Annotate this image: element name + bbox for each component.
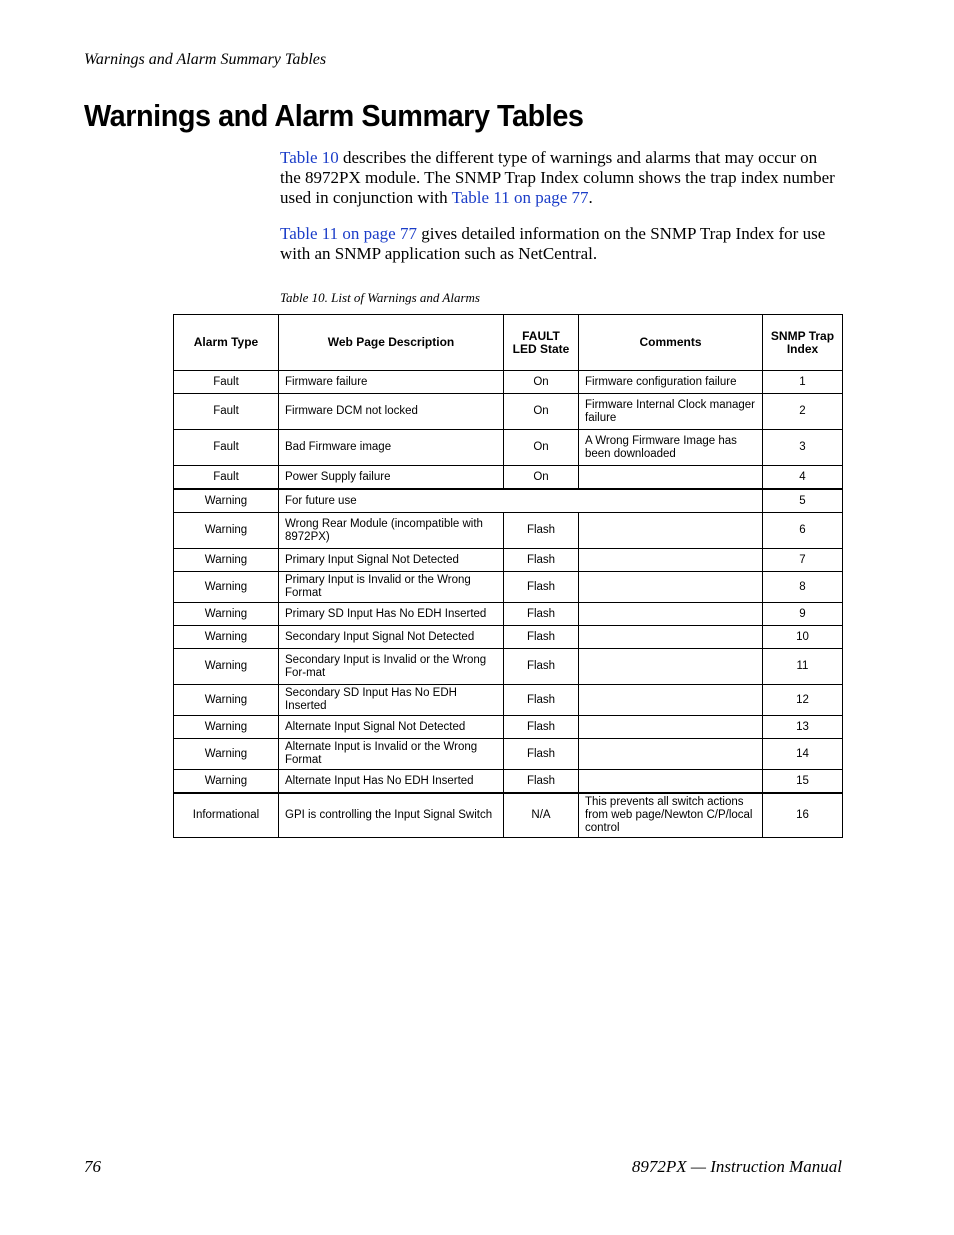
cell-description: Alternate Input is Invalid or the Wrong Format [279,739,504,770]
alarms-table [173,314,843,838]
table-row [174,739,843,770]
header-fault-led-state: FAULT LED State [504,315,579,371]
cell-comment [579,626,763,649]
cell-led-state: On [504,466,579,490]
table-row [174,603,843,626]
cell-led-state: Flash [504,685,579,716]
cell-alarm-type: Warning [174,685,279,716]
cell-description: GPI is controlling the Input Signal Switch [279,793,504,838]
cell-trap-index: 1 [763,371,843,394]
table-row [174,793,843,838]
cell-led-state: Flash [504,716,579,739]
cell-alarm-type: Warning [174,770,279,794]
cell-comment [579,685,763,716]
cell-description: Primary SD Input Has No EDH Inserted [279,603,504,626]
cell-led-state: On [504,394,579,430]
cell-alarm-type: Informational [174,793,279,838]
cell-led-state: Flash [504,572,579,603]
cell-comment: This prevents all switch actions from web page/Newton C/P/local control [579,793,763,838]
cell-comment [579,603,763,626]
cell-description: Secondary Input Signal Not Detected [279,626,504,649]
cell-comment [579,513,763,549]
table-row [174,394,843,430]
cell-trap-index: 7 [763,549,843,572]
cell-trap-index: 13 [763,716,843,739]
cell-trap-index: 14 [763,739,843,770]
cell-comment [579,770,763,794]
table-row [174,572,843,603]
table-row [174,466,843,490]
cell-alarm-type: Fault [174,430,279,466]
cell-led-state: Flash [504,513,579,549]
cell-trap-index: 8 [763,572,843,603]
intro-paragraph-1-end: . [588,188,593,207]
intro-paragraph-1-text: describes the different type of warnings and alarms that may occur on the 8972PX module. The SNMP Trap Index column shows the trap index number used in conjunction with [280,148,835,207]
cell-led-state: Flash [504,549,579,572]
table-row [174,770,843,794]
header-snmp-trap-index: SNMP Trap Index [763,315,843,371]
link-table-11[interactable]: Table 11 on page 77 [451,188,589,207]
table-row [174,649,843,685]
cell-alarm-type: Warning [174,649,279,685]
cell-description: Firmware DCM not locked [279,394,504,430]
cell-led-state: Flash [504,649,579,685]
intro-paragraph-1 [280,148,842,208]
link-table-10[interactable]: Table 10 [280,148,339,167]
cell-alarm-type: Fault [174,371,279,394]
cell-comment [579,716,763,739]
intro-paragraph-2 [280,224,842,264]
cell-description: Primary Input Signal Not Detected [279,549,504,572]
header-alarm-type: Alarm Type [174,315,279,371]
cell-comment [579,549,763,572]
cell-comment: Firmware Internal Clock manager failure [579,394,763,430]
table-row [174,716,843,739]
cell-trap-index: 2 [763,394,843,430]
page-number: 76 [84,1157,101,1176]
cell-trap-index: 3 [763,430,843,466]
cell-led-state: Flash [504,770,579,794]
table-row [174,549,843,572]
cell-alarm-type: Warning [174,603,279,626]
cell-led-state: N/A [504,793,579,838]
cell-description: Bad Firmware image [279,430,504,466]
table-caption: Table 10. List of Warnings and Alarms [280,290,480,305]
cell-description: Secondary SD Input Has No EDH Inserted [279,685,504,716]
cell-alarm-type: Warning [174,739,279,770]
table-row [174,685,843,716]
cell-description: For future use [279,489,763,513]
cell-trap-index: 5 [763,489,843,513]
cell-trap-index: 12 [763,685,843,716]
table-row [174,513,843,549]
cell-comment [579,739,763,770]
cell-led-state: On [504,371,579,394]
cell-comment: Firmware configuration failure [579,371,763,394]
header-comments: Comments [579,315,763,371]
running-head: Warnings and Alarm Summary Tables [84,51,327,68]
cell-alarm-type: Fault [174,394,279,430]
cell-comment: A Wrong Firmware Image has been downloaded [579,430,763,466]
cell-alarm-type: Warning [174,626,279,649]
cell-comment [579,466,763,490]
cell-alarm-type: Warning [174,549,279,572]
cell-description: Firmware failure [279,371,504,394]
cell-trap-index: 11 [763,649,843,685]
table-row [174,489,843,513]
cell-comment [579,649,763,685]
cell-alarm-type: Warning [174,572,279,603]
cell-trap-index: 15 [763,770,843,794]
table-row [174,371,843,394]
cell-trap-index: 10 [763,626,843,649]
table-header-row [174,315,843,371]
cell-description: Alternate Input Signal Not Detected [279,716,504,739]
cell-alarm-type: Warning [174,513,279,549]
page-title: Warnings and Alarm Summary Tables [84,98,584,133]
cell-alarm-type: Fault [174,466,279,490]
cell-description: Secondary Input is Invalid or the Wrong For-mat [279,649,504,685]
cell-led-state: Flash [504,739,579,770]
cell-trap-index: 4 [763,466,843,490]
cell-alarm-type: Warning [174,716,279,739]
manual-title: 8972PX — Instruction Manual [631,1157,842,1176]
link-table-11[interactable]: Table 11 on page 77 [280,224,417,243]
cell-trap-index: 6 [763,513,843,549]
cell-led-state: Flash [504,603,579,626]
cell-description: Power Supply failure [279,466,504,490]
cell-description: Alternate Input Has No EDH Inserted [279,770,504,794]
intro-paragraph-2-text: gives detailed information on the SNMP Trap Index for use with an SNMP application such as NetCentral. [280,224,826,263]
cell-led-state: Flash [504,626,579,649]
cell-trap-index: 9 [763,603,843,626]
cell-alarm-type: Warning [174,489,279,513]
cell-led-state: On [504,430,579,466]
cell-comment [579,572,763,603]
header-web-page-description: Web Page Description [279,315,504,371]
table-row [174,626,843,649]
cell-trap-index: 16 [763,793,843,838]
cell-description: Primary Input is Invalid or the Wrong Format [279,572,504,603]
cell-description: Wrong Rear Module (incompatible with 8972PX) [279,513,504,549]
table-row [174,430,843,466]
